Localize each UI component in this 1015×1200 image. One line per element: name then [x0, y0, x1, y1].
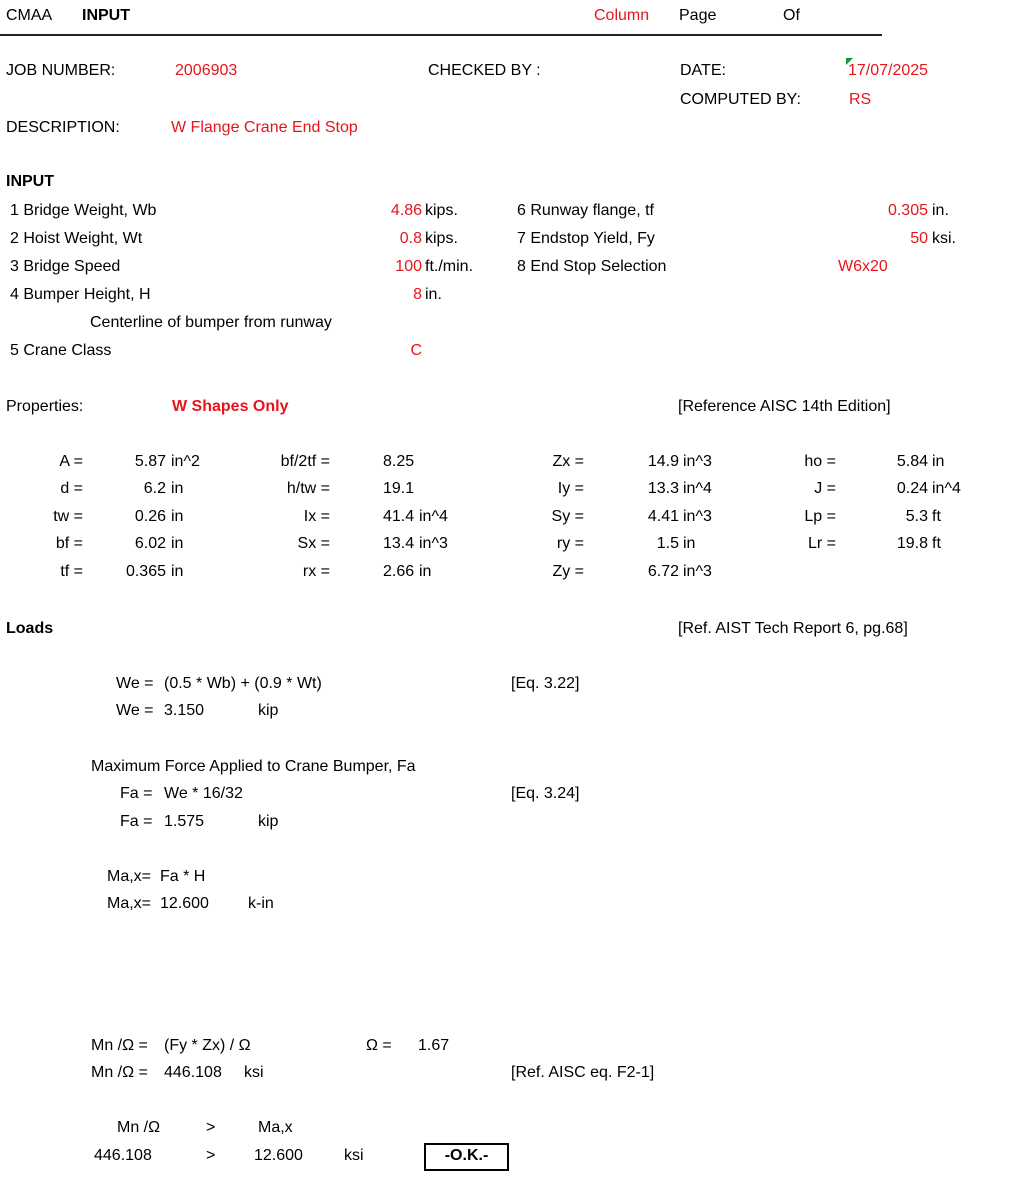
check-value-b: 12.600	[254, 1147, 303, 1164]
prop-unit: in	[171, 508, 184, 525]
prop-value: 0.24	[896, 480, 928, 497]
omega-value: 1.67	[418, 1037, 450, 1054]
check-value-a: 446.108	[94, 1147, 152, 1164]
of-label: Of	[783, 7, 800, 24]
prop-name: bf =	[55, 535, 83, 552]
properties-reference: [Reference AISC 14th Edition]	[678, 398, 891, 415]
mn-ref: [Ref. AISC eq. F2-1]	[511, 1064, 655, 1081]
ma-unit: k-in	[248, 895, 274, 912]
prop-name: Sy =	[551, 508, 584, 525]
input-label-hoist-weight: 2 Hoist Weight, Wt	[10, 230, 143, 247]
prop-value: 5.3	[905, 508, 928, 525]
job-number-label: JOB NUMBER:	[6, 62, 116, 79]
fa-val-lhs: Fa =	[120, 813, 153, 830]
prop-name: Iy =	[557, 480, 584, 497]
check-head-op: >	[206, 1119, 216, 1136]
prop-unit: in^4	[683, 480, 712, 497]
input-value-endstop-yield[interactable]: 50	[910, 230, 928, 247]
input-section-title: INPUT	[6, 173, 54, 190]
input-value-crane-class[interactable]: C	[410, 342, 422, 359]
input-unit-hoist-weight: kips.	[425, 230, 458, 247]
loads-section-title: Loads	[6, 620, 54, 637]
input-label-runway-flange: 6 Runway flange, tf	[517, 202, 654, 219]
result-ok-badge: -O.K.-	[424, 1143, 509, 1171]
prop-value: 0.365	[125, 563, 166, 580]
prop-value: 6.02	[134, 535, 166, 552]
prop-value: 13.4	[383, 535, 415, 552]
input-value-bumper-height[interactable]: 8	[413, 286, 422, 303]
description-value[interactable]: W Flange Crane End Stop	[171, 119, 358, 136]
prop-name: A =	[59, 453, 83, 470]
ma-eq-rhs: Fa * H	[160, 868, 206, 885]
input-value-bridge-weight[interactable]: 4.86	[390, 202, 422, 219]
mn-eq-rhs: (Fy * Zx) / Ω	[164, 1037, 251, 1054]
mn-val-lhs: Mn /Ω =	[91, 1064, 148, 1081]
prop-unit: ft	[932, 535, 941, 552]
check-head-a: Mn /Ω	[117, 1119, 161, 1136]
prop-unit: in	[171, 480, 184, 497]
loads-reference: [Ref. AIST Tech Report 6, pg.68]	[678, 620, 908, 637]
ma-value: 12.600	[160, 895, 209, 912]
fa-eq-ref: [Eq. 3.24]	[511, 785, 580, 802]
prop-value: 19.1	[383, 480, 415, 497]
prop-value: 5.87	[134, 453, 166, 470]
mn-value: 446.108	[164, 1064, 222, 1081]
prop-value: 1.5	[656, 535, 679, 552]
date-value[interactable]: 17/07/2025	[848, 62, 929, 79]
we-eq-ref: [Eq. 3.22]	[511, 675, 580, 692]
input-unit-bridge-weight: kips.	[425, 202, 458, 219]
prop-name: Zx =	[552, 453, 584, 470]
we-eq-lhs: We =	[116, 675, 154, 692]
properties-shape-note: W Shapes Only	[172, 398, 289, 415]
input-label-bumper-height: 4 Bumper Height, H	[10, 286, 151, 303]
prop-unit: in^3	[683, 453, 712, 470]
prop-name: bf/2tf =	[280, 453, 330, 470]
input-label-end-stop-selection: 8 End Stop Selection	[517, 258, 667, 275]
prop-value: 6.2	[143, 480, 166, 497]
prop-value: 0.26	[134, 508, 166, 525]
prop-value: 6.72	[647, 563, 679, 580]
prop-unit: in	[419, 563, 432, 580]
prop-name: J =	[814, 480, 836, 497]
properties-label: Properties:	[6, 398, 84, 415]
we-val-lhs: We =	[116, 702, 154, 719]
input-unit-bridge-speed: ft./min.	[425, 258, 474, 275]
mn-unit: ksi	[244, 1064, 264, 1081]
prop-value: 5.84	[896, 453, 928, 470]
input-label-bridge-weight: 1 Bridge Weight, Wb	[10, 202, 157, 219]
prop-unit: in	[932, 453, 945, 470]
page-label: Page	[679, 7, 717, 24]
we-value: 3.150	[164, 702, 205, 719]
prop-name: tw =	[53, 508, 83, 525]
checked-by-label: CHECKED BY :	[428, 62, 541, 79]
prop-name: h/tw =	[286, 480, 330, 497]
prop-unit: in^3	[683, 563, 712, 580]
prop-name: rx =	[302, 563, 330, 580]
input-value-end-stop-selection[interactable]: W6x20	[838, 258, 888, 275]
prop-name: d =	[60, 480, 83, 497]
description-label: DESCRIPTION:	[6, 119, 120, 136]
fa-unit: kip	[258, 813, 279, 830]
prop-name: Lr =	[807, 535, 836, 552]
prop-name: Sx =	[297, 535, 330, 552]
prop-value: 41.4	[383, 508, 415, 525]
computed-by-label: COMPUTED BY:	[680, 91, 801, 108]
we-eq-rhs: (0.5 * Wb) + (0.9 * Wt)	[164, 675, 322, 692]
input-unit-bumper-height: in.	[425, 286, 442, 303]
check-value-op: >	[206, 1147, 216, 1164]
job-number-value[interactable]: 2006903	[175, 62, 238, 79]
prop-name: tf =	[60, 563, 83, 580]
prop-unit: in^4	[419, 508, 448, 525]
prop-value: 13.3	[647, 480, 679, 497]
app-label: CMAA	[6, 7, 53, 24]
input-label-endstop-yield: 7 Endstop Yield, Fy	[517, 230, 655, 247]
input-unit-endstop-yield: ksi.	[932, 230, 956, 247]
prop-unit: in^3	[419, 535, 448, 552]
fa-eq-lhs: Fa =	[120, 785, 153, 802]
mn-eq-lhs: Mn /Ω =	[91, 1037, 148, 1054]
omega-label: Ω =	[366, 1037, 392, 1054]
prop-name: ry =	[556, 535, 584, 552]
prop-unit: in	[171, 563, 184, 580]
input-label-crane-class: 5 Crane Class	[10, 342, 112, 359]
fa-eq-rhs: We * 16/32	[164, 785, 243, 802]
prop-value: 2.66	[383, 563, 415, 580]
we-unit: kip	[258, 702, 279, 719]
input-note-bumper: Centerline of bumper from runway	[90, 314, 332, 331]
prop-unit: in^3	[683, 508, 712, 525]
check-head-b: Ma,x	[258, 1119, 293, 1136]
input-value-runway-flange[interactable]: 0.305	[887, 202, 928, 219]
prop-value: 8.25	[383, 453, 415, 470]
prop-unit: ft	[932, 508, 941, 525]
prop-value: 4.41	[647, 508, 679, 525]
check-unit: ksi	[344, 1147, 364, 1164]
ma-val-lhs: Ma,x=	[107, 895, 152, 912]
prop-unit: in	[171, 535, 184, 552]
prop-name: ho =	[804, 453, 836, 470]
prop-name: Lp =	[804, 508, 836, 525]
prop-name: Zy =	[552, 563, 584, 580]
prop-value: 14.9	[647, 453, 679, 470]
prop-unit: in^2	[171, 453, 200, 470]
fa-title: Maximum Force Applied to Crane Bumper, Fa	[91, 758, 416, 775]
prop-value: 19.8	[896, 535, 928, 552]
computed-by-value[interactable]: RS	[849, 91, 872, 108]
column-label: Column	[594, 7, 650, 24]
header-divider	[0, 34, 882, 36]
prop-unit: in	[683, 535, 696, 552]
input-label-bridge-speed: 3 Bridge Speed	[10, 258, 121, 275]
input-unit-runway-flange: in.	[932, 202, 949, 219]
ma-eq-lhs: Ma,x=	[107, 868, 152, 885]
fa-value: 1.575	[164, 813, 205, 830]
sheet-title: INPUT	[82, 7, 130, 24]
input-value-bridge-speed[interactable]: 100	[395, 258, 422, 275]
prop-name: Ix =	[303, 508, 330, 525]
input-value-hoist-weight[interactable]: 0.8	[399, 230, 422, 247]
prop-unit: in^4	[932, 480, 961, 497]
date-label: DATE:	[680, 62, 726, 79]
